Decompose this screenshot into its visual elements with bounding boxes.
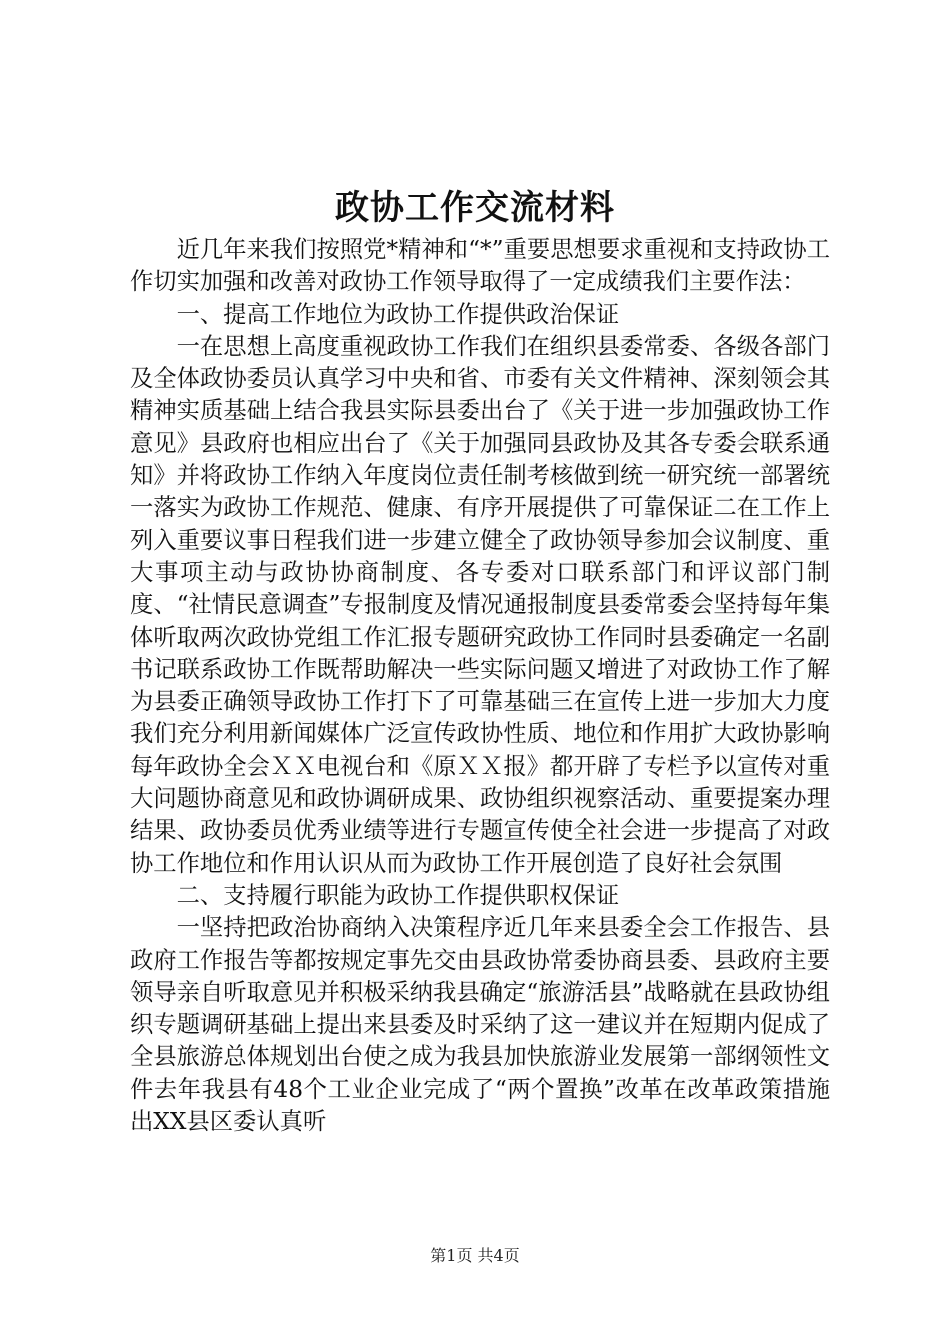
intro-paragraph: 近几年来我们按照党*精神和“*”重要思想要求重视和支持政协工作切实加强和改善对政协工作领导取得了一定成绩我们主要作法： xyxy=(130,236,830,296)
section-heading-2: 二、支持履行职能为政协工作提供职权保证 xyxy=(176,881,620,909)
document-title: 政协工作交流材料 xyxy=(335,188,615,228)
section-1-paragraph: 一在思想上高度重视政协工作我们在组织县委常委、各级各部门及全体政协委员认真学习中央和省、市委有关文件精神、深刻领会其精神实质基础上结合我县实际县委出台了《关于进一步加强政协工作意见》县政府也相应出台了《关于加强同县政协及其各专委会联系通知》并将政协工作纳入年度岗位责任制考核做到统一研究统一部署统一落实为政协工作规范、健康、有序开展提供了可靠保证二在工作上列入重要议事日程我们进一步建立健全了政协领导参加会议制度、重大事项主动与政协协商制度、各专委对口联系部门和评议部门制度、“社情民意调查”专报制度及情况通报制度县委常委会坚持每年集体听取两次政协党组工作汇报专题研究政协工作同时县委确定一名副书记联系政协工作既帮助解决一些实际问题又增进了对政协工作了解为县委正确领导政协工作打下了可靠基础三在宣传上进一步加大力度我们充分利用新闻媒体广泛宣传政协性质、地位和作用扩大政协影响每年政协全会ＸＸ电视台和《原ＸＸ报》都开辟了专栏予以宣传对重大问题协商意见和政协调研成果、政协组织视察活动、重要提案办理结果、政协委员优秀业绩等进行专题宣传使全社会进一步提高了对政协工作地位和作用认识从而为政协工作开展创造了良好社会氛围 xyxy=(130,332,830,877)
section-heading-1: 一、提高工作地位为政协工作提供政治保证 xyxy=(176,300,620,328)
document-body xyxy=(130,234,830,1138)
page-number-footer: 第1页 共4页 xyxy=(430,1246,520,1265)
section-2-paragraph: 一坚持把政治协商纳入决策程序近几年来县委全会工作报告、县政府工作报告等都按规定事先交由县政协常委协商县委、县政府主要领导亲自听取意见并积极采纳我县确定“旅游活县”战略就在县政协组织专题调研基础上提出来县委及时采纳了这一建议并在短期内促成了全县旅游总体规划出台使之成为我县加快旅游业发展第一部纲领性文件去年我县有48个工业企业完成了“两个置换”改革在改革政策措施出XX县区委认真听 xyxy=(130,914,830,1136)
